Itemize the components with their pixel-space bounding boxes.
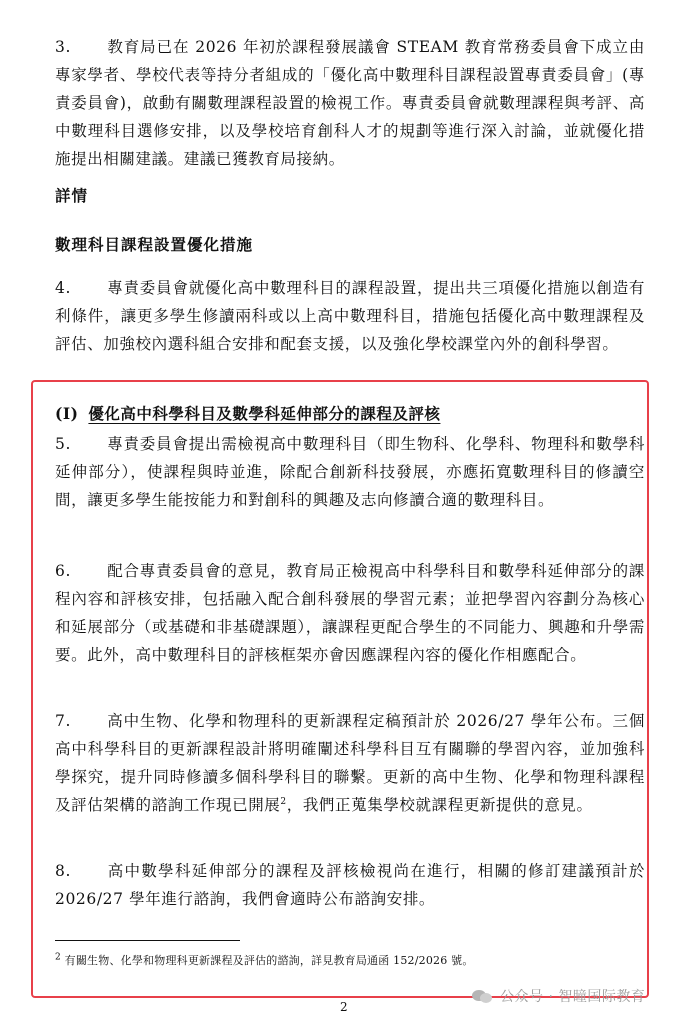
paragraph-7 — [55, 707, 645, 819]
paragraph-8 — [55, 857, 645, 913]
paragraph-text: 專責委員會就優化高中數理科目的課程設置，提出共三項優化措施以創造有利條件，讓更多學生修讀兩科或以上高中數理科目，措施包括優化高中數理課程及評估、加強校內選科組合安排和配套支援，以及強化學校課堂內外的創科學習。 — [55, 279, 645, 353]
paragraph-number: 3. — [55, 38, 71, 56]
paragraph-3 — [55, 33, 645, 173]
footnote-divider — [55, 940, 240, 941]
paragraph-6 — [55, 557, 645, 669]
paragraph-text: 專責委員會提出需檢視高中數理科目（即生物科、化學科、物理科和數學科延伸部分），使課程與時並進，除配合創新科技發展，亦應拓寬數理科目的修讀空間，讓更多學生能按能力和對創科的興趣及志向修讀合適的數理科目。 — [55, 435, 645, 509]
footnote-mark: 2 — [55, 952, 61, 963]
paragraph-4 — [55, 274, 645, 358]
paragraph-number: 4. — [55, 279, 71, 297]
paragraph-number: 7. — [55, 712, 71, 730]
paragraph-number: 6. — [55, 562, 71, 580]
page-number: 2 — [340, 1000, 348, 1014]
paragraph-number: 5. — [55, 435, 71, 453]
watermark-text: 公众号 · 智瞳国际教育 — [500, 989, 646, 1005]
footnote — [55, 952, 474, 968]
wechat-icon — [472, 988, 494, 1004]
paragraph-text: 高中生物、化學和物理科的更新課程定稿預計於 2026/27 學年公布。三個高中科學科目的更新課程設計將明確闡述科學科目互有關聯的學習內容，並加強科學探究，提升同時修讀多個科學科目的聯繫。更新的高中生物、化學和物理科課程及評估架構的諮詢工作現已開展 — [55, 712, 645, 814]
section-title-text: 優化高中科學科目及數學科延伸部分的課程及評核 — [88, 404, 441, 423]
section-roman-numeral: (I) — [55, 404, 79, 423]
footnote-text: 有關生物、化學和物理科更新課程及評估的諮詢，詳見教育局通函 152/2026 號。 — [64, 954, 474, 967]
heading-details: 詳情 — [55, 186, 89, 205]
footnote-reference[interactable]: 2 — [280, 796, 287, 807]
paragraph-5 — [55, 430, 645, 514]
paragraph-text: 高中數學科延伸部分的課程及評核檢視尚在進行，相關的修訂建議預計於 2026/27 學年進行諮詢，我們會適時公布諮詢安排。 — [55, 862, 645, 908]
heading-measures: 數理科目課程設置優化措施 — [55, 235, 254, 254]
paragraph-text: 教育局已在 2026 年初於課程發展議會 STEAM 教育常務委員會下成立由專家學者、學校代表等持分者組成的「優化高中數理科目課程設置專責委員會」(專責委員會)，啟動有關數理課程設置的檢視工作。專責委員會就數理課程與考評、高中數理科目選修安排，以及學校培育創科人才的規劃等進行深入討論，並就優化措施提出相關建議。建議已獲教育局接納。 — [55, 38, 645, 168]
paragraph-text: 配合專責委員會的意見，教育局正檢視高中科學科目和數學科延伸部分的課程內容和評核安排，包括融入配合創科發展的學習元素；並把學習內容劃分為核心和延展部分（或基礎和非基礎課題），讓課程更配合學生的不同能力、興趣和升學需要。此外，高中數理科目的評核框架亦會因應課程內容的優化作相應配合。 — [55, 562, 645, 664]
paragraph-number: 8. — [55, 862, 71, 880]
watermark — [472, 986, 645, 1006]
paragraph-text-continued: ，我們正蒐集學校就課程更新提供的意見。 — [286, 796, 593, 814]
section-title — [55, 402, 440, 424]
